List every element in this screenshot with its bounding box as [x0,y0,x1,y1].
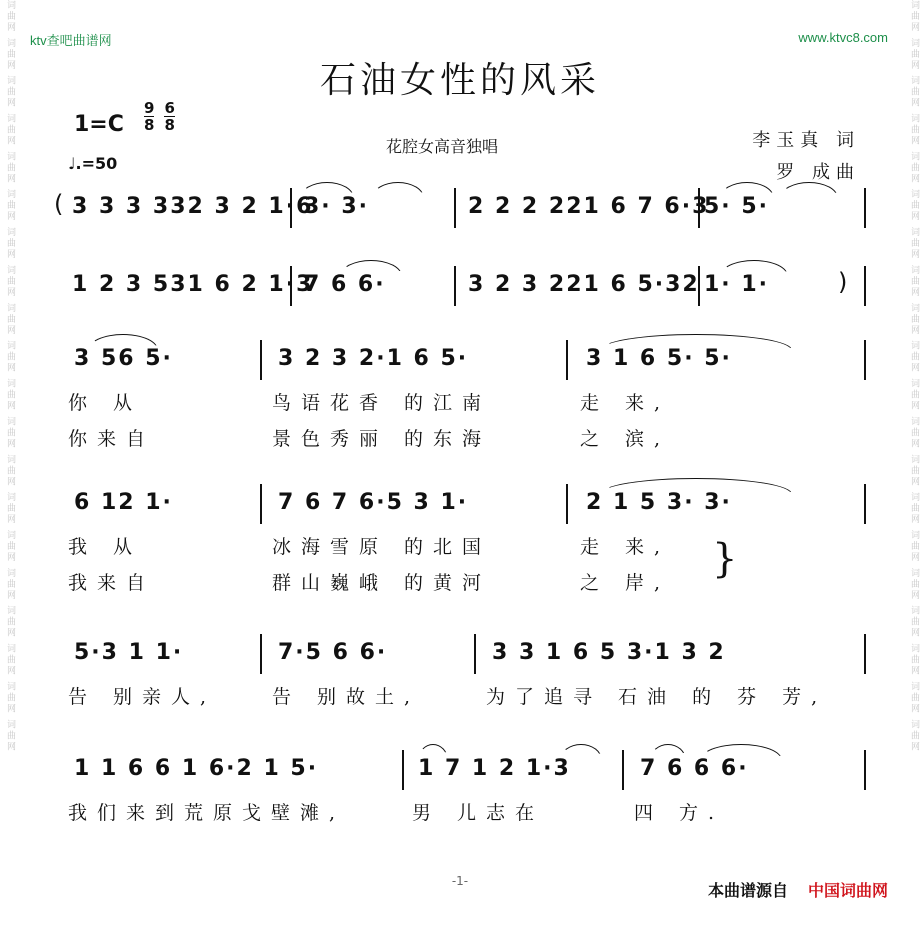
bar-line [864,750,866,790]
lyric-verse-2: 我来自 [68,572,156,594]
slur-mark [300,182,354,198]
measure-notes: 1 2 3 531 6 2 1·3 [72,272,314,297]
measure-notes: 3 2 3 2·1 6 5· [278,346,469,371]
slur-mark [372,182,424,198]
bar-line [260,484,262,524]
bar-line [864,484,866,524]
slur-mark [720,260,788,276]
composer-credit: 罗 成曲 [776,162,860,183]
lyric-verse-1: 冰海雪原 的北国 [272,536,492,558]
source-credit [708,878,888,901]
repeat-open-paren: ( [54,190,64,218]
measure-notes: 1· 1· [704,272,769,297]
lyric-verse-1: 告 别亲人, [68,686,217,708]
measure-notes: 2 1 5 3· 3· [586,490,732,515]
slur-mark [600,478,792,494]
slur-mark [340,260,402,276]
measure-notes: 1 7 1 2 1·3 [418,756,571,781]
lyric-verse-2: 群山巍峨 的黄河 [272,572,492,594]
notation-line [0,188,920,228]
lyric-verse-1: 告 别故土, [272,686,421,708]
lyric-verse-1: 你 从 [68,392,143,414]
notation-line [0,266,920,306]
source-label: 本曲谱源自 [707,881,788,900]
measure-notes: 3 56 5· [74,346,173,371]
bar-line [566,484,568,524]
measure-notes: 3 2 3 221 6 5·32 [468,272,700,297]
measure-notes: 7 6 6· [304,272,386,297]
verse-brace: } [712,536,738,582]
lyric-verse-2: 之 滨, [580,428,671,450]
measure-notes: 7·5 6 6· [278,640,388,665]
time-signature-9-8: $\frac{9}{8}$ [144,99,155,134]
watermark-right: 词曲网 词曲网 词曲网 词曲网 词曲网 词曲网 词曲网 词曲网 词曲网 词曲网 词曲网 词曲网 词曲网 词曲网 词曲网 词曲网 词曲网 词曲网 词曲网 词曲网 [909,0,919,753]
lyric-verse-1: 我 从 [68,536,143,558]
watermark-left: 词曲网 词曲网 词曲网 词曲网 词曲网 词曲网 词曲网 词曲网 词曲网 词曲网 词曲网 词曲网 词曲网 词曲网 词曲网 词曲网 词曲网 词曲网 词曲网 词曲网 [5,0,15,753]
bar-line [260,634,262,674]
bar-line [454,188,456,228]
measure-notes: 5·3 1 1· [74,640,184,665]
time-signature-6-8: $\frac{6}{8}$ [164,99,175,134]
site-link-left[interactable]: ktv查吧曲谱网 [30,33,112,48]
measure-notes: 7 6 6 6· [640,756,749,781]
bar-line [260,340,262,380]
measure-notes: 5· 5· [704,194,769,219]
slur-mark [418,744,448,760]
slur-mark [780,182,838,198]
time-signatures [144,100,175,133]
page-number: -1- [451,874,469,888]
measure-notes: 3 3 3 332 3 2 1·6 [72,194,314,219]
notation-line [0,750,920,790]
measure-notes: 3 1 6 5· 5· [586,346,732,371]
bar-line [864,188,866,228]
measure-notes: 2 2 2 221 6 7 6·3 [468,194,710,219]
lyric-verse-1: 四 方. [634,802,725,824]
slur-mark [560,744,602,760]
measure-notes: 7 6 7 6·5 3 1· [278,490,469,515]
slur-mark [650,744,686,760]
lyric-verse-1: 鸟语花香 的江南 [272,392,492,414]
source-brand-link[interactable]: 中国词曲网 [807,881,888,900]
bar-line [454,266,456,306]
slur-mark [600,334,792,350]
tempo-mark: ♩.=50 [68,154,118,173]
measure-notes: 6 12 1· [74,490,173,515]
notation-line [0,340,920,380]
bar-line [864,266,866,306]
lyric-verse-1: 走 来, [580,536,671,558]
notation-line [0,634,920,674]
slur-mark [720,182,774,198]
lyric-verse-1: 男 儿志在 [412,802,545,824]
slur-mark [88,334,158,350]
key-signature: 1=C [74,112,124,137]
bar-line [474,634,476,674]
notation-line [0,484,920,524]
slur-mark [700,744,782,760]
bar-line [622,750,624,790]
bar-line [864,634,866,674]
bar-line [402,750,404,790]
site-link-right[interactable]: www.ktvc8.com [798,30,888,45]
measure-notes: 3 3 1 6 5 3·1 3 2 [492,640,726,665]
lyric-verse-2: 之 岸, [580,572,671,594]
measure-notes: 3· 3· [304,194,369,219]
performance-note: 花腔女高音独唱 [386,137,499,156]
lyric-verse-1: 走 来, [580,392,671,414]
lyricist-credit: 李玉真 词 [752,130,860,151]
lyric-verse-1: 为了追寻 石油 的 芬 芳, [486,686,828,708]
lyric-verse-1: 我们来到荒原戈壁滩, [68,802,346,824]
bar-line [566,340,568,380]
measure-notes: 1 1 6 6 1 6·2 1 5· [74,756,319,781]
lyric-verse-2: 你来自 [68,428,156,450]
song-title: 石油女性的风采 [319,60,600,101]
repeat-close-paren: ) [838,268,848,296]
bar-line [864,340,866,380]
lyric-verse-2: 景色秀丽 的东海 [272,428,492,450]
